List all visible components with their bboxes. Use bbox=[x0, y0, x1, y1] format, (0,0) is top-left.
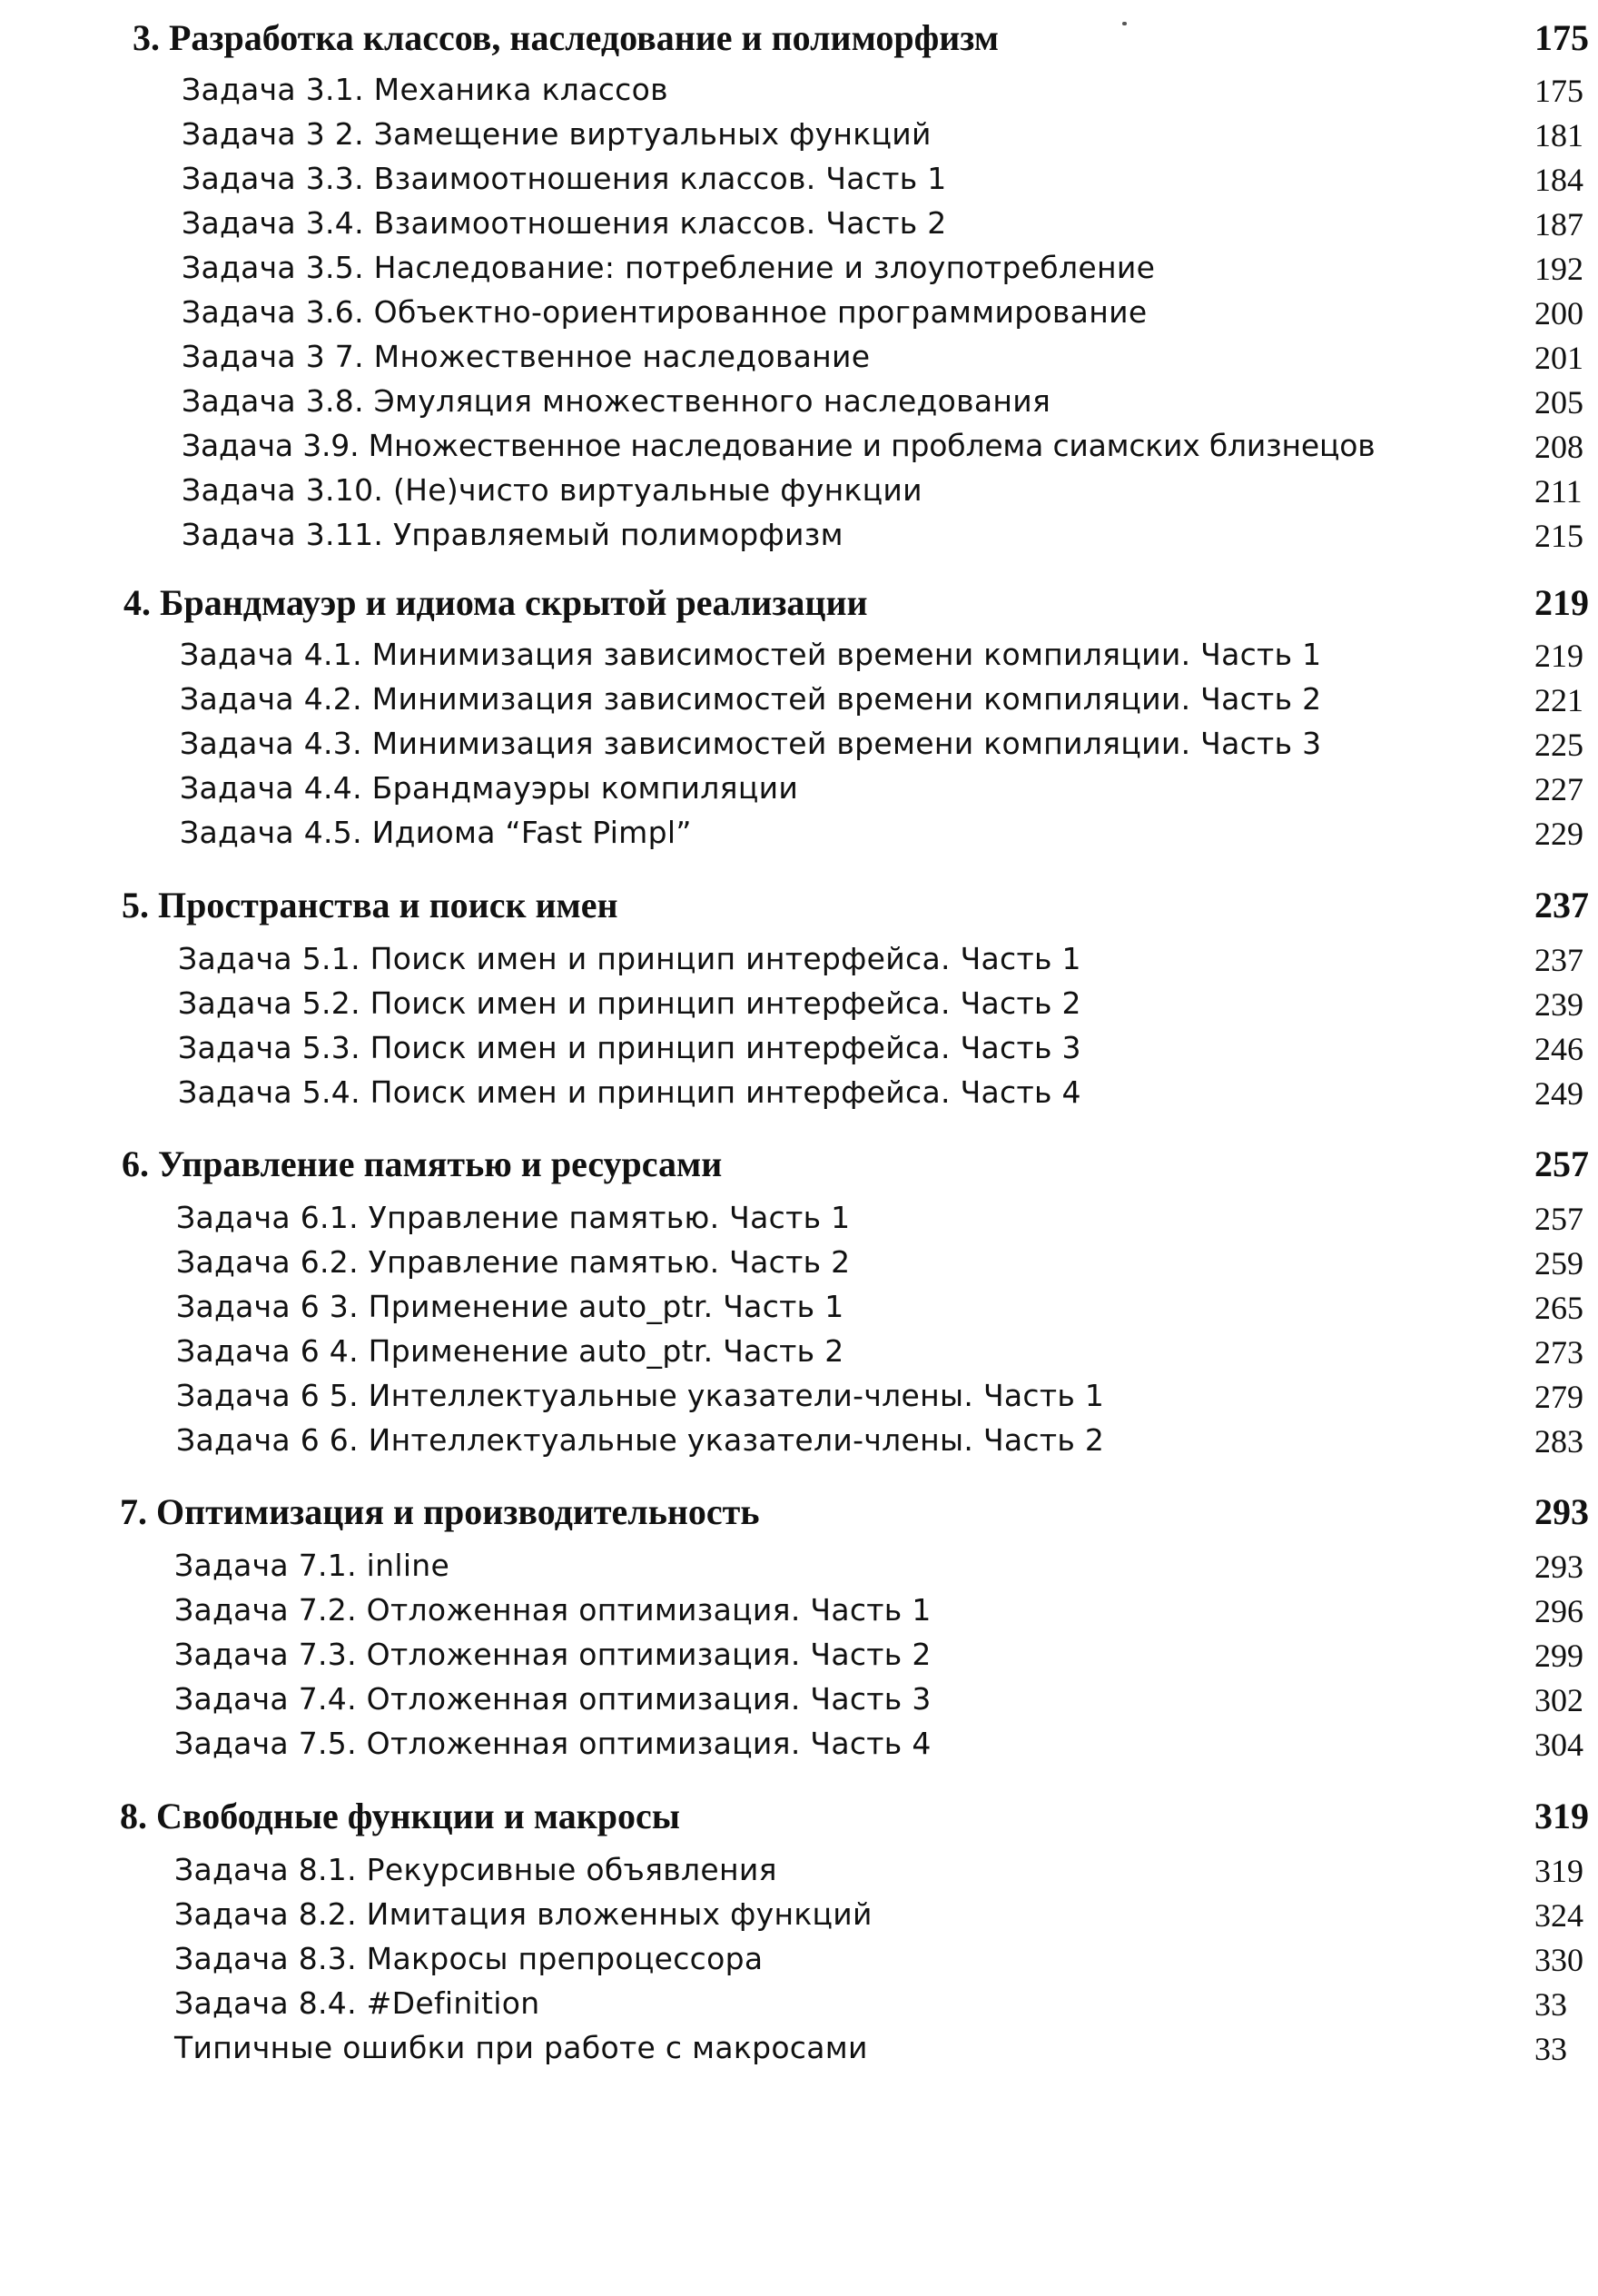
task-4-4-page: 227 bbox=[1534, 771, 1583, 807]
task-6-1-page: 257 bbox=[1534, 1201, 1583, 1237]
chapter-5-page: 237 bbox=[1534, 885, 1589, 925]
chapter-8-title: 8. Свободные функции и макросы bbox=[120, 1796, 681, 1836]
task-3-2-title: Задача 3 2. Замещение виртуальных функций bbox=[182, 116, 932, 152]
task-3-6-title: Задача 3.6. Объектно-ориентированное программирование bbox=[182, 294, 1148, 330]
task-7-2-title: Задача 7.2. Отложенная оптимизация. Часть 1 bbox=[174, 1592, 932, 1628]
task-3-3-title: Задача 3.3. Взаимоотношения классов. Часть 1 bbox=[182, 161, 947, 196]
task-8-3-title: Задача 8.3. Макросы препроцессора bbox=[174, 1941, 764, 1976]
task-4-3-title: Задача 4.3. Минимизация зависимостей времени компиляции. Часть 3 bbox=[180, 726, 1322, 761]
task-5-2-title: Задача 5.2. Поиск имен и принцип интерфейса. Часть 2 bbox=[178, 985, 1081, 1021]
chapter-6-title: 6. Управление памятью и ресурсами bbox=[122, 1143, 723, 1184]
macro-errors-page: 33 bbox=[1534, 2031, 1567, 2067]
chapter-3-title: 3. Разработка классов, наследование и полиморфизм bbox=[133, 17, 1000, 58]
task-3-7-page: 201 bbox=[1534, 340, 1583, 376]
task-7-3-title: Задача 7.3. Отложенная оптимизация. Часть 2 bbox=[174, 1637, 932, 1672]
task-3-4-page: 187 bbox=[1534, 206, 1583, 242]
task-4-2-page: 221 bbox=[1534, 682, 1583, 718]
task-4-3-page: 225 bbox=[1534, 727, 1583, 763]
task-3-5-title: Задача 3.5. Наследование: потребление и злоупотребление bbox=[182, 250, 1156, 285]
task-7-4-page: 302 bbox=[1534, 1682, 1583, 1718]
task-8-2-title: Задача 8.2. Имитация вложенных функций bbox=[174, 1896, 873, 1932]
task-3-7-title: Задача 3 7. Множественное наследование bbox=[182, 339, 871, 374]
task-3-4-title: Задача 3.4. Взаимоотношения классов. Часть 2 bbox=[182, 205, 947, 241]
chapter-4-page: 219 bbox=[1534, 582, 1589, 623]
task-7-1-title: Задача 7.1. inline bbox=[174, 1548, 450, 1583]
task-3-1-page: 175 bbox=[1534, 73, 1583, 109]
chapter-3-page: 175 bbox=[1534, 17, 1589, 58]
task-8-4-page: 33 bbox=[1534, 1986, 1567, 2023]
task-6-3-page: 265 bbox=[1534, 1290, 1583, 1326]
task-8-4-title: Задача 8.4. #Definition bbox=[174, 1985, 540, 2021]
task-3-11-page: 215 bbox=[1534, 518, 1583, 554]
task-6-3-title: Задача 6 3. Применение auto_ptr. Часть 1 bbox=[176, 1289, 844, 1324]
task-4-4-title: Задача 4.4. Брандмауэры компиляции bbox=[180, 770, 799, 806]
task-4-5-page: 229 bbox=[1534, 816, 1583, 852]
task-8-1-title: Задача 8.1. Рекурсивные объявления bbox=[174, 1852, 777, 1887]
task-7-5-title: Задача 7.5. Отложенная оптимизация. Часть 4 bbox=[174, 1726, 932, 1761]
task-7-4-title: Задача 7.4. Отложенная оптимизация. Часть 3 bbox=[174, 1681, 932, 1717]
task-3-9-title: Задача 3.9. Множественное наследование и проблема сиамских близнецов bbox=[182, 428, 1376, 463]
chapter-6-page: 257 bbox=[1534, 1143, 1589, 1184]
task-3-10-page: 211 bbox=[1534, 473, 1583, 510]
task-5-3-title: Задача 5.3. Поиск имен и принцип интерфейса. Часть 3 bbox=[178, 1030, 1081, 1065]
task-3-6-page: 200 bbox=[1534, 295, 1583, 332]
task-6-4-page: 273 bbox=[1534, 1334, 1583, 1371]
macro-errors-title: Типичные ошибки при работе с макросами bbox=[174, 2030, 868, 2065]
task-3-8-page: 205 bbox=[1534, 384, 1583, 421]
task-6-1-title: Задача 6.1. Управление памятью. Часть 1 bbox=[176, 1200, 851, 1235]
print-speck bbox=[1122, 22, 1127, 25]
chapter-7-title: 7. Оптимизация и производительность bbox=[120, 1491, 760, 1532]
task-3-8-title: Задача 3.8. Эмуляция множественного наследования bbox=[182, 383, 1051, 419]
task-8-1-page: 319 bbox=[1534, 1853, 1583, 1889]
chapter-4-title: 4. Брандмауэр и идиома скрытой реализации bbox=[123, 582, 868, 623]
task-5-4-page: 249 bbox=[1534, 1075, 1583, 1112]
task-3-9-page: 208 bbox=[1534, 429, 1583, 465]
task-6-2-page: 259 bbox=[1534, 1245, 1583, 1282]
task-3-2-page: 181 bbox=[1534, 117, 1583, 153]
task-5-1-title: Задача 5.1. Поиск имен и принцип интерфейса. Часть 1 bbox=[178, 941, 1081, 976]
task-4-5-title: Задача 4.5. Идиома “Fast Pimpl” bbox=[180, 815, 692, 850]
task-6-6-page: 283 bbox=[1534, 1423, 1583, 1460]
task-8-2-page: 324 bbox=[1534, 1897, 1583, 1934]
task-3-5-page: 192 bbox=[1534, 251, 1583, 287]
task-5-2-page: 239 bbox=[1534, 986, 1583, 1023]
task-3-11-title: Задача 3.11. Управляемый полиморфизм bbox=[182, 517, 843, 552]
task-7-2-page: 296 bbox=[1534, 1593, 1583, 1629]
task-6-4-title: Задача 6 4. Применение auto_ptr. Часть 2 bbox=[176, 1333, 844, 1369]
task-3-1-title: Задача 3.1. Механика классов bbox=[182, 72, 668, 107]
chapter-8-page: 319 bbox=[1534, 1796, 1589, 1836]
chapter-5-title: 5. Пространства и поиск имен bbox=[122, 885, 618, 925]
task-7-3-page: 299 bbox=[1534, 1638, 1583, 1674]
task-5-3-page: 246 bbox=[1534, 1031, 1583, 1067]
task-4-1-title: Задача 4.1. Минимизация зависимостей времени компиляции. Часть 1 bbox=[180, 637, 1322, 672]
task-6-2-title: Задача 6.2. Управление памятью. Часть 2 bbox=[176, 1244, 851, 1280]
task-5-4-title: Задача 5.4. Поиск имен и принцип интерфейса. Часть 4 bbox=[178, 1074, 1081, 1110]
task-6-5-title: Задача 6 5. Интеллектуальные указатели-члены. Часть 1 bbox=[176, 1378, 1105, 1413]
task-3-10-title: Задача 3.10. (Не)чисто виртуальные функции bbox=[182, 472, 922, 508]
task-3-3-page: 184 bbox=[1534, 162, 1583, 198]
chapter-7-page: 293 bbox=[1534, 1491, 1589, 1532]
task-5-1-page: 237 bbox=[1534, 942, 1583, 978]
task-4-1-page: 219 bbox=[1534, 638, 1583, 674]
task-7-1-page: 293 bbox=[1534, 1549, 1583, 1585]
task-6-6-title: Задача 6 6. Интеллектуальные указатели-члены. Часть 2 bbox=[176, 1422, 1105, 1458]
task-7-5-page: 304 bbox=[1534, 1727, 1583, 1763]
task-6-5-page: 279 bbox=[1534, 1379, 1583, 1415]
task-8-3-page: 330 bbox=[1534, 1942, 1583, 1978]
task-4-2-title: Задача 4.2. Минимизация зависимостей времени компиляции. Часть 2 bbox=[180, 681, 1322, 717]
